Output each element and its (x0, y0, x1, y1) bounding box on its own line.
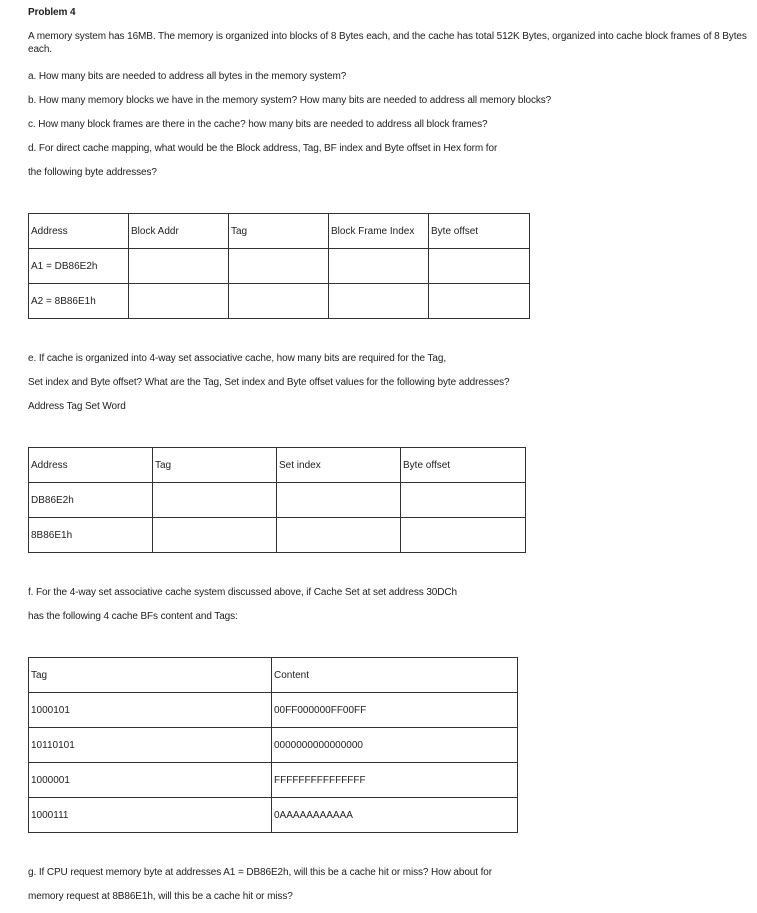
question-f-line1: f. For the 4-way set associative cache system discussed above, if Cache Set at set address 30DCh (28, 587, 457, 598)
cell-block-addr[interactable] (129, 284, 229, 319)
cell-byte-offset[interactable] (401, 518, 526, 553)
header-set-index: Set index (277, 448, 401, 483)
table-row (29, 798, 518, 833)
question-g-line1: g. If CPU request memory byte at addresses A1 = DB86E2h, will this be a cache hit or miss? How about for (28, 867, 492, 878)
question-c: c. How many block frames are there in the cache? how many bits are needed to address all block frames? (28, 119, 488, 130)
direct-mapping-table (28, 213, 530, 319)
table-header-row (29, 448, 526, 483)
header-block-addr: Block Addr (129, 214, 229, 249)
intro-text: A memory system has 16MB. The memory is organized into blocks of 8 Bytes each, and the cache has total 512K Bytes, organized into cache block frames of 8 Bytes each. (28, 31, 747, 55)
question-g-line2: memory request at 8B86E1h, will this be a cache hit or miss? (28, 891, 293, 902)
header-tag: Tag (153, 448, 277, 483)
cell-address: DB86E2h (29, 483, 153, 518)
cell-tag[interactable] (229, 284, 329, 319)
cell-block-addr[interactable] (129, 249, 229, 284)
cell-tag: 1000111 (29, 798, 272, 833)
table-row (29, 483, 526, 518)
header-byte-offset: Byte offset (429, 214, 530, 249)
cell-tag[interactable] (153, 518, 277, 553)
table-header-row (29, 214, 530, 249)
header-tag: Tag (229, 214, 329, 249)
cell-byte-offset[interactable] (429, 249, 530, 284)
cell-tag[interactable] (229, 249, 329, 284)
question-e-line2: Set index and Byte offset? What are the Tag, Set index and Byte offset values for the following byte addresses? (28, 377, 510, 388)
question-e-line1: e. If cache is organized into 4-way set associative cache, how many bits are required for the Tag, (28, 353, 447, 364)
table-row (29, 728, 518, 763)
question-b: b. How many memory blocks we have in the memory system? How many bits are needed to address all memory blocks? (28, 95, 552, 106)
table-row (29, 284, 530, 319)
cell-set-index[interactable] (277, 483, 401, 518)
cell-address: A2 = 8B86E1h (29, 284, 129, 319)
table-row (29, 518, 526, 553)
cell-content: 00FF000000FF00FF (272, 693, 518, 728)
table-header-row (29, 658, 518, 693)
cell-content: FFFFFFFFFFFFFFF (272, 763, 518, 798)
cell-byte-offset[interactable] (429, 284, 530, 319)
cell-content: 0000000000000000 (272, 728, 518, 763)
question-f-line2: has the following 4 cache BFs content and Tags: (28, 611, 238, 622)
header-byte-offset: Byte offset (401, 448, 526, 483)
set-assoc-table (28, 447, 526, 553)
header-address: Address (29, 448, 153, 483)
table-row (29, 693, 518, 728)
cell-tag: 10110101 (29, 728, 272, 763)
cell-content: 0AAAAAAAAAAA (272, 798, 518, 833)
problem-title: Problem 4 (28, 7, 76, 18)
cell-tag[interactable] (153, 483, 277, 518)
table-row (29, 763, 518, 798)
question-d-line1: d. For direct cache mapping, what would be the Block address, Tag, BF index and Byte offset in Hex form for (28, 143, 498, 154)
header-address: Address (29, 214, 129, 249)
cell-tag: 1000001 (29, 763, 272, 798)
header-content: Content (272, 658, 518, 693)
cell-block-frame-index[interactable] (329, 249, 429, 284)
header-block-frame-index: Block Frame Index (329, 214, 429, 249)
question-a: a. How many bits are needed to address all bytes in the memory system? (28, 71, 347, 82)
header-tag: Tag (29, 658, 272, 693)
question-d-line2: the following byte addresses? (28, 167, 157, 178)
cell-address: 8B86E1h (29, 518, 153, 553)
cache-set-table (28, 657, 518, 833)
cell-address: A1 = DB86E2h (29, 249, 129, 284)
table-row (29, 249, 530, 284)
cell-tag: 1000101 (29, 693, 272, 728)
cell-set-index[interactable] (277, 518, 401, 553)
cell-block-frame-index[interactable] (329, 284, 429, 319)
question-e-line3: Address Tag Set Word (28, 401, 126, 412)
cell-byte-offset[interactable] (401, 483, 526, 518)
